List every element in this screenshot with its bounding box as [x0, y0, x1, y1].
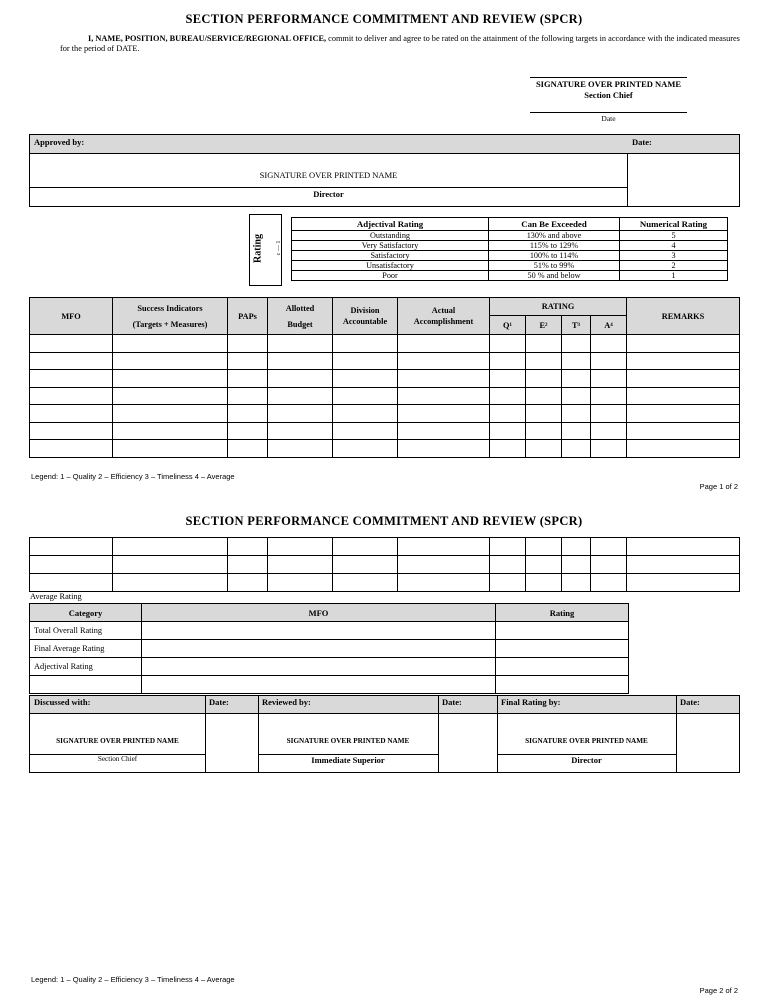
role-2: Immediate Superior [311, 755, 385, 765]
signature-role: Section Chief [584, 90, 633, 100]
final-rating-label: Final Rating by: [501, 697, 561, 707]
col-division-accountable [333, 298, 398, 335]
signature-3: SIGNATURE OVER PRINTED NAME [525, 737, 648, 745]
role-3: Director [571, 755, 602, 765]
col-actual-accomplishment [398, 298, 490, 335]
col-success-indicators [113, 298, 228, 335]
reviewed-by-label: Reviewed by: [262, 697, 311, 707]
page-number-1: Page 1 of 2 [699, 482, 738, 491]
col-allotted-line1: Allotted [285, 303, 315, 313]
rating-side-label: Rating [252, 234, 264, 263]
signature-label: SIGNATURE OVER PRINTED NAME [535, 79, 682, 89]
rating-cell: 50 % and below [489, 271, 620, 281]
category-label: Final Average Rating [30, 640, 142, 658]
signature-1: SIGNATURE OVER PRINTED NAME [56, 737, 179, 745]
col-actual-line1: Actual [431, 306, 456, 315]
rating-cell: Satisfactory [292, 251, 489, 261]
table-row [30, 422, 740, 440]
category-label [30, 676, 142, 694]
category-table [29, 603, 629, 694]
table-row [30, 370, 740, 388]
approval-box [29, 134, 740, 207]
table-row [30, 335, 740, 353]
mfo-table [29, 297, 740, 458]
rating-cell: 100% to 114% [489, 251, 620, 261]
category-row [30, 640, 629, 658]
rating-cell: 3 [620, 251, 728, 261]
col-actual-line2: Accomplishment [413, 317, 474, 326]
category-row [30, 622, 629, 640]
discussed-with-label: Discussed with: [34, 697, 91, 707]
table-row [30, 538, 740, 556]
rating-scale-header: Numerical Rating [620, 218, 728, 231]
signature-line [530, 77, 687, 78]
table-row [30, 574, 740, 592]
page-title: SECTION PERFORMANCE COMMITMENT AND REVIEW (SPCR) [185, 12, 583, 26]
legend-page1: Legend: 1 – Quality 2 – Efficiency 3 – Timeliness 4 – Average [31, 472, 235, 481]
final-date-label: Date: [680, 697, 700, 707]
col-mfo: MFO [30, 298, 113, 335]
col-rating-a: A⁴ [591, 316, 627, 335]
role-1: Section Chief [97, 755, 138, 763]
category-header: MFO [142, 604, 496, 622]
col-division-line1: Division [350, 306, 380, 315]
rating-cell: 115% to 129% [489, 241, 620, 251]
category-row [30, 658, 629, 676]
category-label: Total Overall Rating [30, 622, 142, 640]
mfo-table-continued [29, 537, 740, 592]
signatures-box [29, 695, 740, 773]
rating-scale-header: Adjectival Rating [292, 218, 489, 231]
col-success-line1: Success Indicators [137, 303, 203, 313]
col-rating-t: T³ [562, 316, 591, 335]
page-number-2: Page 2 of 2 [699, 986, 738, 995]
rating-cell: Outstanding [292, 231, 489, 241]
signature-2: SIGNATURE OVER PRINTED NAME [286, 737, 410, 745]
rating-scale-header: Can Be Exceeded [489, 218, 620, 231]
table-row [30, 405, 740, 423]
table-row [30, 352, 740, 370]
rating-side-sub: c — 1 [276, 240, 282, 256]
table-row [30, 440, 740, 458]
rating-cell: Poor [292, 271, 489, 281]
col-paps: PAPs [228, 298, 268, 335]
date-line [530, 112, 687, 113]
rating-side-box [249, 214, 282, 286]
col-rating: RATING [490, 298, 627, 316]
rating-cell: 5 [620, 231, 728, 241]
col-allotted-budget [268, 298, 333, 335]
rating-cell: 4 [620, 241, 728, 251]
page2-title: SECTION PERFORMANCE COMMITMENT AND REVIEW (SPCR) [185, 514, 583, 528]
col-allotted-line2: Budget [287, 319, 313, 329]
rating-cell: 51% to 99% [489, 261, 620, 271]
approved-by-label: Approved by: [34, 137, 85, 147]
category-row [30, 676, 629, 694]
approved-role: Director [313, 189, 344, 199]
rating-cell: 2 [620, 261, 728, 271]
col-rating-e: E² [526, 316, 562, 335]
rating-cell: 130% and above [489, 231, 620, 241]
table-row [30, 387, 740, 405]
legend-page2: Legend: 1 – Quality 2 – Efficiency 3 – Timeliness 4 – Average [31, 975, 235, 984]
commitment-text: commit to deliver and agree to be rated on the attainment of the following targets in accordance with the indicated measures for the period of DATE. [60, 34, 740, 53]
col-division-line2: Accountable [342, 317, 388, 326]
category-header: Category [30, 604, 142, 622]
category-header: Rating [496, 604, 629, 622]
col-remarks: REMARKS [627, 298, 740, 335]
approved-date-label: Date: [632, 137, 652, 147]
table-row [30, 556, 740, 574]
commitment-name: I, NAME, POSITION, BUREAU/SERVICE/REGIONAL OFFICE, [88, 34, 327, 43]
rating-cell: Unsatisfactory [292, 261, 489, 271]
col-rating-q: Q¹ [490, 316, 526, 335]
col-success-line2: (Targets + Measures) [132, 319, 208, 329]
approved-signature: SIGNATURE OVER PRINTED NAME [259, 170, 398, 180]
reviewed-date-label: Date: [442, 697, 462, 707]
average-rating-label: Average Rating [30, 592, 82, 601]
date-label: Date [601, 114, 616, 123]
commitment-statement [60, 34, 740, 54]
rating-cell: 1 [620, 271, 728, 281]
category-label: Adjectival Rating [30, 658, 142, 676]
discussed-date-label: Date: [209, 697, 229, 707]
rating-cell: Very Satisfactory [292, 241, 489, 251]
rating-scale-table [291, 217, 728, 281]
